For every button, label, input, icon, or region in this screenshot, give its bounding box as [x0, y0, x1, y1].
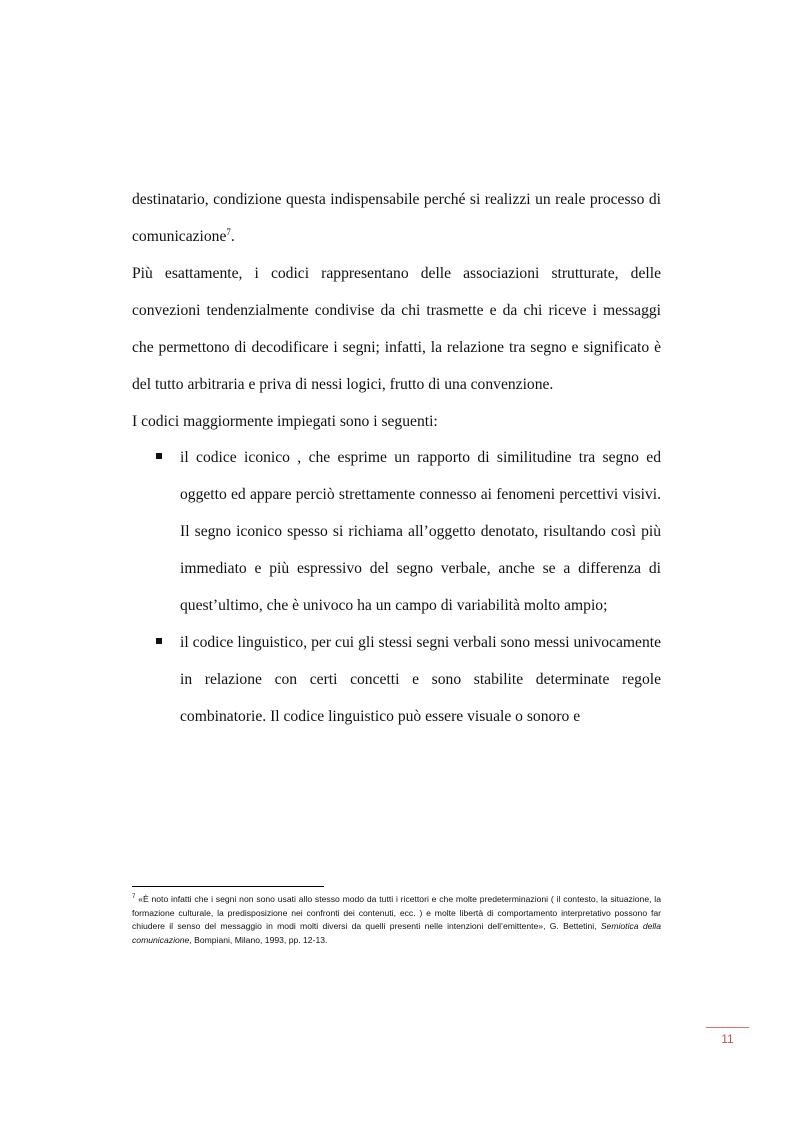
square-bullet-icon	[156, 638, 162, 644]
paragraph-1-text: destinatario, condizione questa indispensabile perché si realizzi un reale processo di comunicazione	[132, 191, 661, 245]
footnote	[132, 893, 661, 947]
code-list	[132, 439, 661, 735]
footnote-reference[interactable]: 7	[226, 227, 231, 237]
paragraph-1-end: .	[230, 228, 235, 245]
page-number: 11	[721, 1032, 734, 1046]
list-item	[132, 439, 661, 624]
list-item-text: il codice iconico , che esprime un rapporto di similitudine tra segno ed oggetto ed appare perciò strettamente connesso ai fenomeni percettivi visivi. Il segno iconico spesso si richiama all’oggetto denotato, risultando così più immediato e più espressivo del segno verbale, anche se a differenza di quest’ultimo, che è univoco ha un campo di variabilità molto ampio;	[180, 449, 661, 614]
page-number-rule	[706, 1027, 749, 1028]
footnote-text: «È noto infatti che i segni non sono usati allo stesso modo da tutti i ricettori e che molte predeterminazioni ( il contesto, la situazione, la formazione culturale, la predisposizione nei confronti dei contenuti, ecc. ) e molte libertà di comportamento interpretativo possono far chiudere il senso del messaggio in modi molti diversi da quelli presenti nelle intenzioni dell’emittente», G. Bettetini,	[132, 894, 661, 931]
footnote-citation-end: , Bompiani, Milano, 1993, pp. 12-13.	[189, 934, 328, 945]
paragraph-3: I codici maggiormente impiegati sono i seguenti:	[132, 413, 438, 430]
list-item-text: il codice linguistico, per cui gli stessi segni verbali sono messi univocamente in relazione con certi concetti e sono stabilite determinate regole combinatorie. Il codice linguistico può essere visuale o sonoro e	[180, 634, 661, 725]
square-bullet-icon	[156, 453, 162, 459]
footnote-separator	[132, 886, 324, 887]
paragraph-1	[132, 181, 661, 255]
paragraph-2: Più esattamente, i codici rappresentano delle associazioni strutturate, delle convezioni tendenzialmente condivise da chi trasmette e da chi riceve i messaggi che permettono di decodificare i segni; infatti, la relazione tra segno e significato è del tutto arbitraria e priva di nessi logici, frutto di una convenzione.	[132, 265, 661, 393]
footnote-number: 7	[132, 894, 136, 900]
footnote-book-title: Semiotica della comunicazione	[132, 921, 661, 945]
list-item	[132, 624, 661, 735]
